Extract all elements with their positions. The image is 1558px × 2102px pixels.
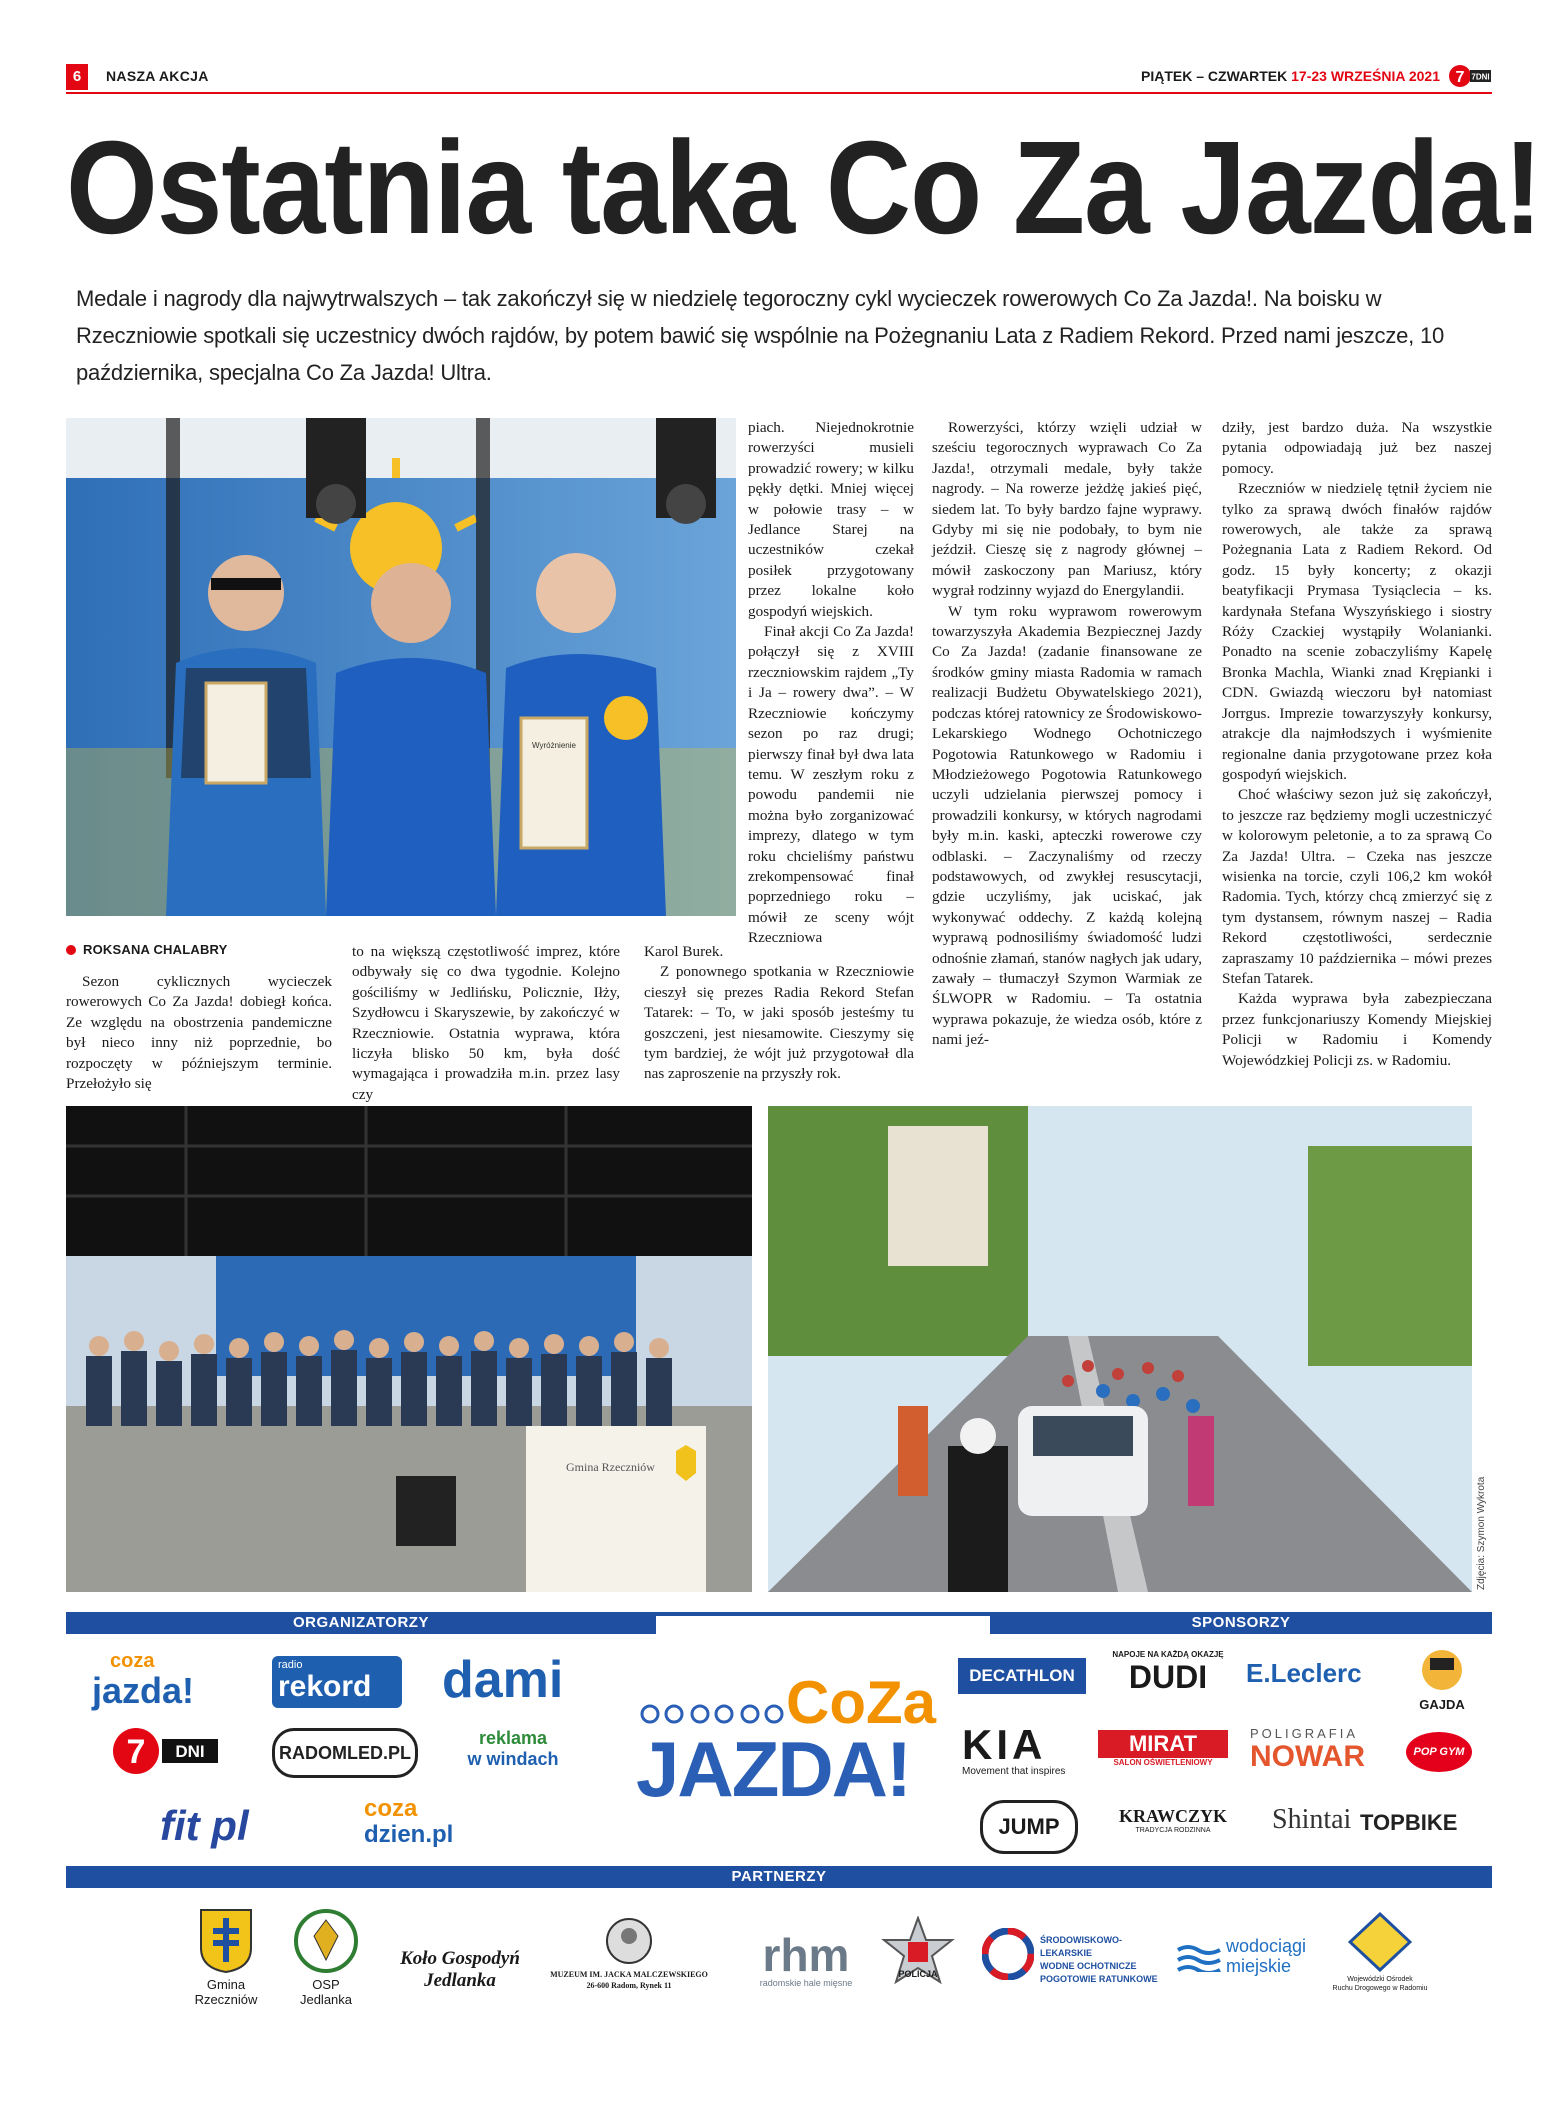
decathlon-logo: DECATHLON [958,1658,1086,1694]
lead-paragraph: Medale i nagrody dla najwytrwalszych – tak zakończył się w niedzielę tegoroczny cykl wycieczek rowerowych Co Za Jazda!. Na boisku w Rzeczniowie spotkali się uczestnicy dwóch rajdów, by potem bawić się wspólnie na Pożegnaniu Lata z Radiem Rekord. Przed nami jeszcze, 10 października, specjalna Co Za Jazda! Ultra. [76,286,1445,385]
headline: Ostatnia taka Co Za Jazda! [66,114,1542,263]
wodociagi-line1: wodociągi [1226,1936,1307,1956]
gajda-text: GAJDA [1419,1697,1465,1712]
gmina-line2: Rzeczniów [194,1992,258,2007]
paragraph: to na większą częstotliwość imprez, które odbywały się co dwa tygodnie. Kolejno gościliśmy w Jedlińsku, Policznie, Iłży, Szydłowcu i Skaryszewie, by zakończyć w Rzeczniowie. Ostatnia wyprawa, która liczyła blisko 50 km, była dość wymagająca i prowadziła m.in. przez lasy czy [352,943,620,1103]
popgym-logo: POP GYM [1406,1732,1472,1772]
kolo-gospodyn-logo [390,1948,530,1992]
krawczyk-logo [1108,1806,1238,1850]
article-column-5 [1222,418,1492,1071]
organizers-label: ORGANIZATORZY [66,1612,656,1634]
muzeum-line1: MUZEUM IM. JACKA MALCZEWSKIEGO [550,1970,708,1979]
leclerc-logo: E.Leclerc [1246,1658,1362,1688]
photo-credit: Zdjęcia: Szymon Wykrota [1476,1476,1487,1590]
center-logo-bottom: JAZDA! [636,1725,910,1813]
rhm-logo [736,1929,876,1988]
7dni-logo [112,1726,222,1776]
coza-jazda-logo [92,1650,242,1720]
award-ceremony-photo [66,418,736,916]
dni-text: DNI [175,1742,205,1761]
center-logo-top: CoZa [786,1669,936,1736]
cozadzien-line2: dzien.pl [364,1821,454,1848]
muzeum-logo [544,1916,714,1991]
wodociagi-line2: miejskie [1226,1956,1292,1976]
paragraph: Rowerzyści, którzy wzięli udział w sześciu tegorocznych wyprawach Co Za Jazda!, otrzymali medale, były także nagrody. – Na rowerze jeżdżę jakieś pięć, siedem lat. To były bardzo fajne wyprawy. Gdyby mi się nie podobały, to bym nie jeździł. Cieszę się z nagrody głównej – mówił zaskoczony pan Mariusz, który wygrał rodzinny wyjazd do Energylandii. [932,419,1202,600]
water-waves-icon [1176,1942,1222,1972]
svg-text:7: 7 [1455,69,1465,86]
date-range: 17-23 WRZEŚNIA 2021 [1291,68,1440,84]
article-column-1 [66,972,332,1094]
radio-rekord-logo [272,1656,402,1708]
kia-tagline: Movement that inspires [962,1766,1066,1777]
paragraph: Choć właściwy sezon już się zakończył, to jeszcze raz będziemy mogli uczestniczyć w kolorowym peletonie, a to za sprawą Co Za Jazda! Ultra. – Czeka nas jeszcze wisienka na torcie, czyli 106,2 km wokół Radomia. Tych, którzy chcą zmierzyć się z tym dystansem, równym naszej – Radia Rekord częstotliwości, serdecznie zapraszamy 10 października – mówi prezes Stefan Tatarek. [1222,786,1492,987]
osp-line1: OSP [312,1977,340,1992]
byline-name: ROKSANA CHALABRY [83,942,228,957]
word-line2: Ruchu Drogowego w Radomiu [1332,1985,1428,1992]
board-text: Wyróżnienie [532,741,576,750]
topbike-logo: TOPBIKE [1360,1810,1458,1835]
coza-dzien-logo [364,1796,484,1856]
dami-logo: dami [442,1651,564,1709]
nowar-logo [1250,1726,1380,1782]
paragraph: Finał akcji Co Za Jazda! połączył się z XVIII rzeczniowskim rajdem „Ty i Ja – rowery dwa”. – W Rzeczniowie kończymy sezon po raz drugi; pierwszy finał był dwa lata temu. W zeszłym roku z powodu pandemii nie można było zorganizować imprezy, dlatego w tym roku chcieliśmy państwu zrekompensować finał poprzedniego roku – mówił ze sceny wójt Rzeczniowa [748,623,914,947]
police-badge-icon [880,1916,956,1992]
gajda-logo [1412,1648,1472,1712]
coza-jazda-bottom: jazda! [92,1670,195,1711]
kolo-line1: Koło Gospodyń [400,1948,520,1969]
slwopr-line3: POGOTOWIE RATUNKOWE [1040,1974,1158,1984]
cyclists-icon [636,1688,786,1724]
nowar-small: POLIGRAFIA [1250,1726,1359,1741]
rhm-text: rhm [762,1929,850,1981]
article-column-3 [748,418,914,949]
mirat-logo [1098,1730,1228,1780]
jump-logo: JUMP [980,1800,1078,1854]
radio-big: rekord [278,1670,372,1703]
partners-label: PARTNERZY [66,1866,1492,1888]
paragraph: Każda wyprawa była zabezpieczana przez funkcjonariuszy Komendy Miejskiej Policji w Radomiu i Komendy Wojewódzkiej Policji zs. w Radomiu. [1222,990,1492,1069]
policja-logo [878,1916,958,2006]
cozadzien-line1: coza [364,1795,418,1822]
paragraph: Sezon cyklicznych wycieczek rowerowych Co Za Jazda! dobiegł końca. Ze względu na obostrzenia pandemiczne był nieco inny niż poprzednie, bo rozpoczęty w późniejszym terminie. Przełożyło się [66,973,332,1093]
kia-text: KIA [962,1721,1047,1768]
paragraph: dziły, jest bardzo duża. Na wszystkie pytania odpowiadają już bez naszej pomocy. [1222,419,1492,477]
paragraph: piach. Niejednokrotnie rowerzyści musieli prowadzić rowery; w kilku pękły dętki. Mniej więcej w połowie trasy – w Jedlance Starej na uczestników czekał posiłek przygotowany przez lokalne koło gospodyń wiejskich. [748,419,914,620]
gmina-rzeczniow-logo [186,1908,266,2018]
slwopr-line1: ŚRODOWISKOWO-LEKARSKIE [1040,1935,1122,1958]
kia-logo [962,1721,1082,1784]
word-diamond-icon [1348,1912,1412,1972]
museum-portrait-icon [602,1916,656,1966]
slwopr-line2: WODNE OCHOTNICZE [1040,1961,1137,1971]
article-column-3-lower [644,942,914,1085]
header-rule [66,92,1492,94]
radomled-logo: RADOMLED.PL [272,1728,418,1778]
peloton-road-photo [768,1106,1472,1592]
page-number: 6 [66,64,88,90]
dudi-logo [1108,1650,1228,1704]
date-prefix: PIĄTEK – CZWARTEK [1141,68,1292,84]
stage-sign-text: Gmina Rzeczniów [566,1460,655,1474]
shintai-logo: Shintai [1272,1804,1352,1835]
word-line1: Wojewódzki Ośrodek [1347,1976,1413,1983]
coza-jazda-top: coza [110,1650,155,1672]
kolo-line2: Jedlanka [424,1970,496,1991]
osp-jedlanka-logo [288,1908,364,2018]
dateline [1141,68,1440,84]
7dni-mini-logo [1448,63,1492,89]
word-logo [1330,1912,1430,1993]
co-za-jazda-main-logo [636,1668,946,1818]
coat-of-arms-icon [199,1908,253,1974]
seven-text: 7 [126,1733,146,1771]
osp-line2: Jedlanka [299,1992,353,2007]
krawczyk-small: TRADYCJA RODZINNA [1135,1827,1211,1834]
windach-line2: w windach [467,1749,559,1769]
mirat-small: SALON OŚWIETLENIOWY [1113,1758,1213,1767]
fitpl-logo: fit pl [160,1802,249,1849]
mirat-text: MIRAT [1098,1730,1228,1758]
paragraph: Z ponownego spotkania w Rzeczniowie cieszył się prezes Radia Rekord Stefan Tatarek: – To, w jaki sposób jesteśmy tu goszczeni, jest niesamowite. Cieszymy się tym bardziej, że wójt już przygotował dla nas zaproszenie na przyszły rok. [644,963,914,1083]
paragraph: W tym roku wyprawom rowerowym towarzyszyła Akademia Bezpiecznej Jazdy Co Za Jazda! (zadanie finansowane ze środków gminy miasta Radomia w ramach realizacji Budżetu Obywatelskiego 2021), podczas której ratownicy ze Środowiskowo-Lekarskiego Wodnego Ochotniczego Pogotowia Ratunkowego w Radomiu i Młodzieżowego Pogotowia Ratunkowego uczyli udzielania pierwszej pomocy i prowadzili konkursy, w których nagrodami były m.in. kaski, apteczki rowerowe czy odblaski. – Zaczynaliśmy od rzeczy podstawowych, od zwykłej resuscytacji, gdzie uczyliśmy, jak uciskać, jak wykonywać oddechy. Z każdą kolejną wyprawą podnosiliśmy świadomość ludzi odnośnie złamań, stanów nagłych jak udary, zawały – tłumaczył Szymon Warmiak ze ŚLWOPR w Radomiu. – Ta ostatnia wyprawa pokazuje, że wiedza osób, które z nami jeź- [932,602,1202,1049]
article-column-2 [352,942,620,1105]
dudi-text: DUDI [1128,1659,1208,1695]
krawczyk-text: KRAWCZYK [1118,1806,1227,1826]
policja-text: POLICJA [898,1969,938,1979]
mini-logo-text: 7DNI [1471,72,1490,82]
nowar-text: NOWAR [1250,1740,1365,1773]
wodociagi-logo [1176,1936,1306,1986]
section-title: NASZA AKCJA [106,68,209,84]
article-column-4 [932,418,1202,1051]
rhm-small: radomskie hale mięsne [759,1978,853,1988]
paragraph: Rzeczniów w niedzielę tętnił życiem nie tylko za sprawą dwóch finałów rajdów rowerowych, ale także za sprawą Pożegnania Lata z Radiem Rekord. Od godz. 15 były koncerty; z okazji beatyfikacji Prymasa Tysiąclecia – ks. kardynała Stefana Wyszyńskiego i siostry Róży Czackiej wystąpiły Wolanianki. Ponadto na scenie zobaczyliśmy Kapelę Bronka Machla, Wianki znad Krępianki i CDN. Gwiazdą wieczoru był natomiast Jorrgus. Imprezie towarzyszyły konkursy, atrakcje dla najmłodszych i wyśmienite regionalne dania przygotowane przez koła gospodyń wiejskich. [1222,480,1492,783]
reklama-w-windach-logo [448,1728,578,1778]
lifeguard-ring-icon [982,1928,1034,1980]
slwopr-text [1040,1934,1170,1986]
slwopr-emblem [982,1928,1034,1980]
osp-emblem-icon [293,1908,359,1974]
byline-dot [66,945,76,955]
group-stage-photo [66,1106,752,1592]
byline [66,942,228,957]
gmina-line1: Gmina [206,1977,246,1992]
dudi-small: NAPOJE NA KAŻDĄ OKAZJĘ [1112,1650,1224,1659]
paragraph: Karol Burek. [644,943,724,960]
windach-line1: reklama [478,1728,548,1748]
sponsors-label: SPONSORZY [990,1612,1492,1634]
radio-small: radio [278,1659,303,1671]
muzeum-line2: 26-600 Radom, Rynek 11 [586,1981,672,1990]
